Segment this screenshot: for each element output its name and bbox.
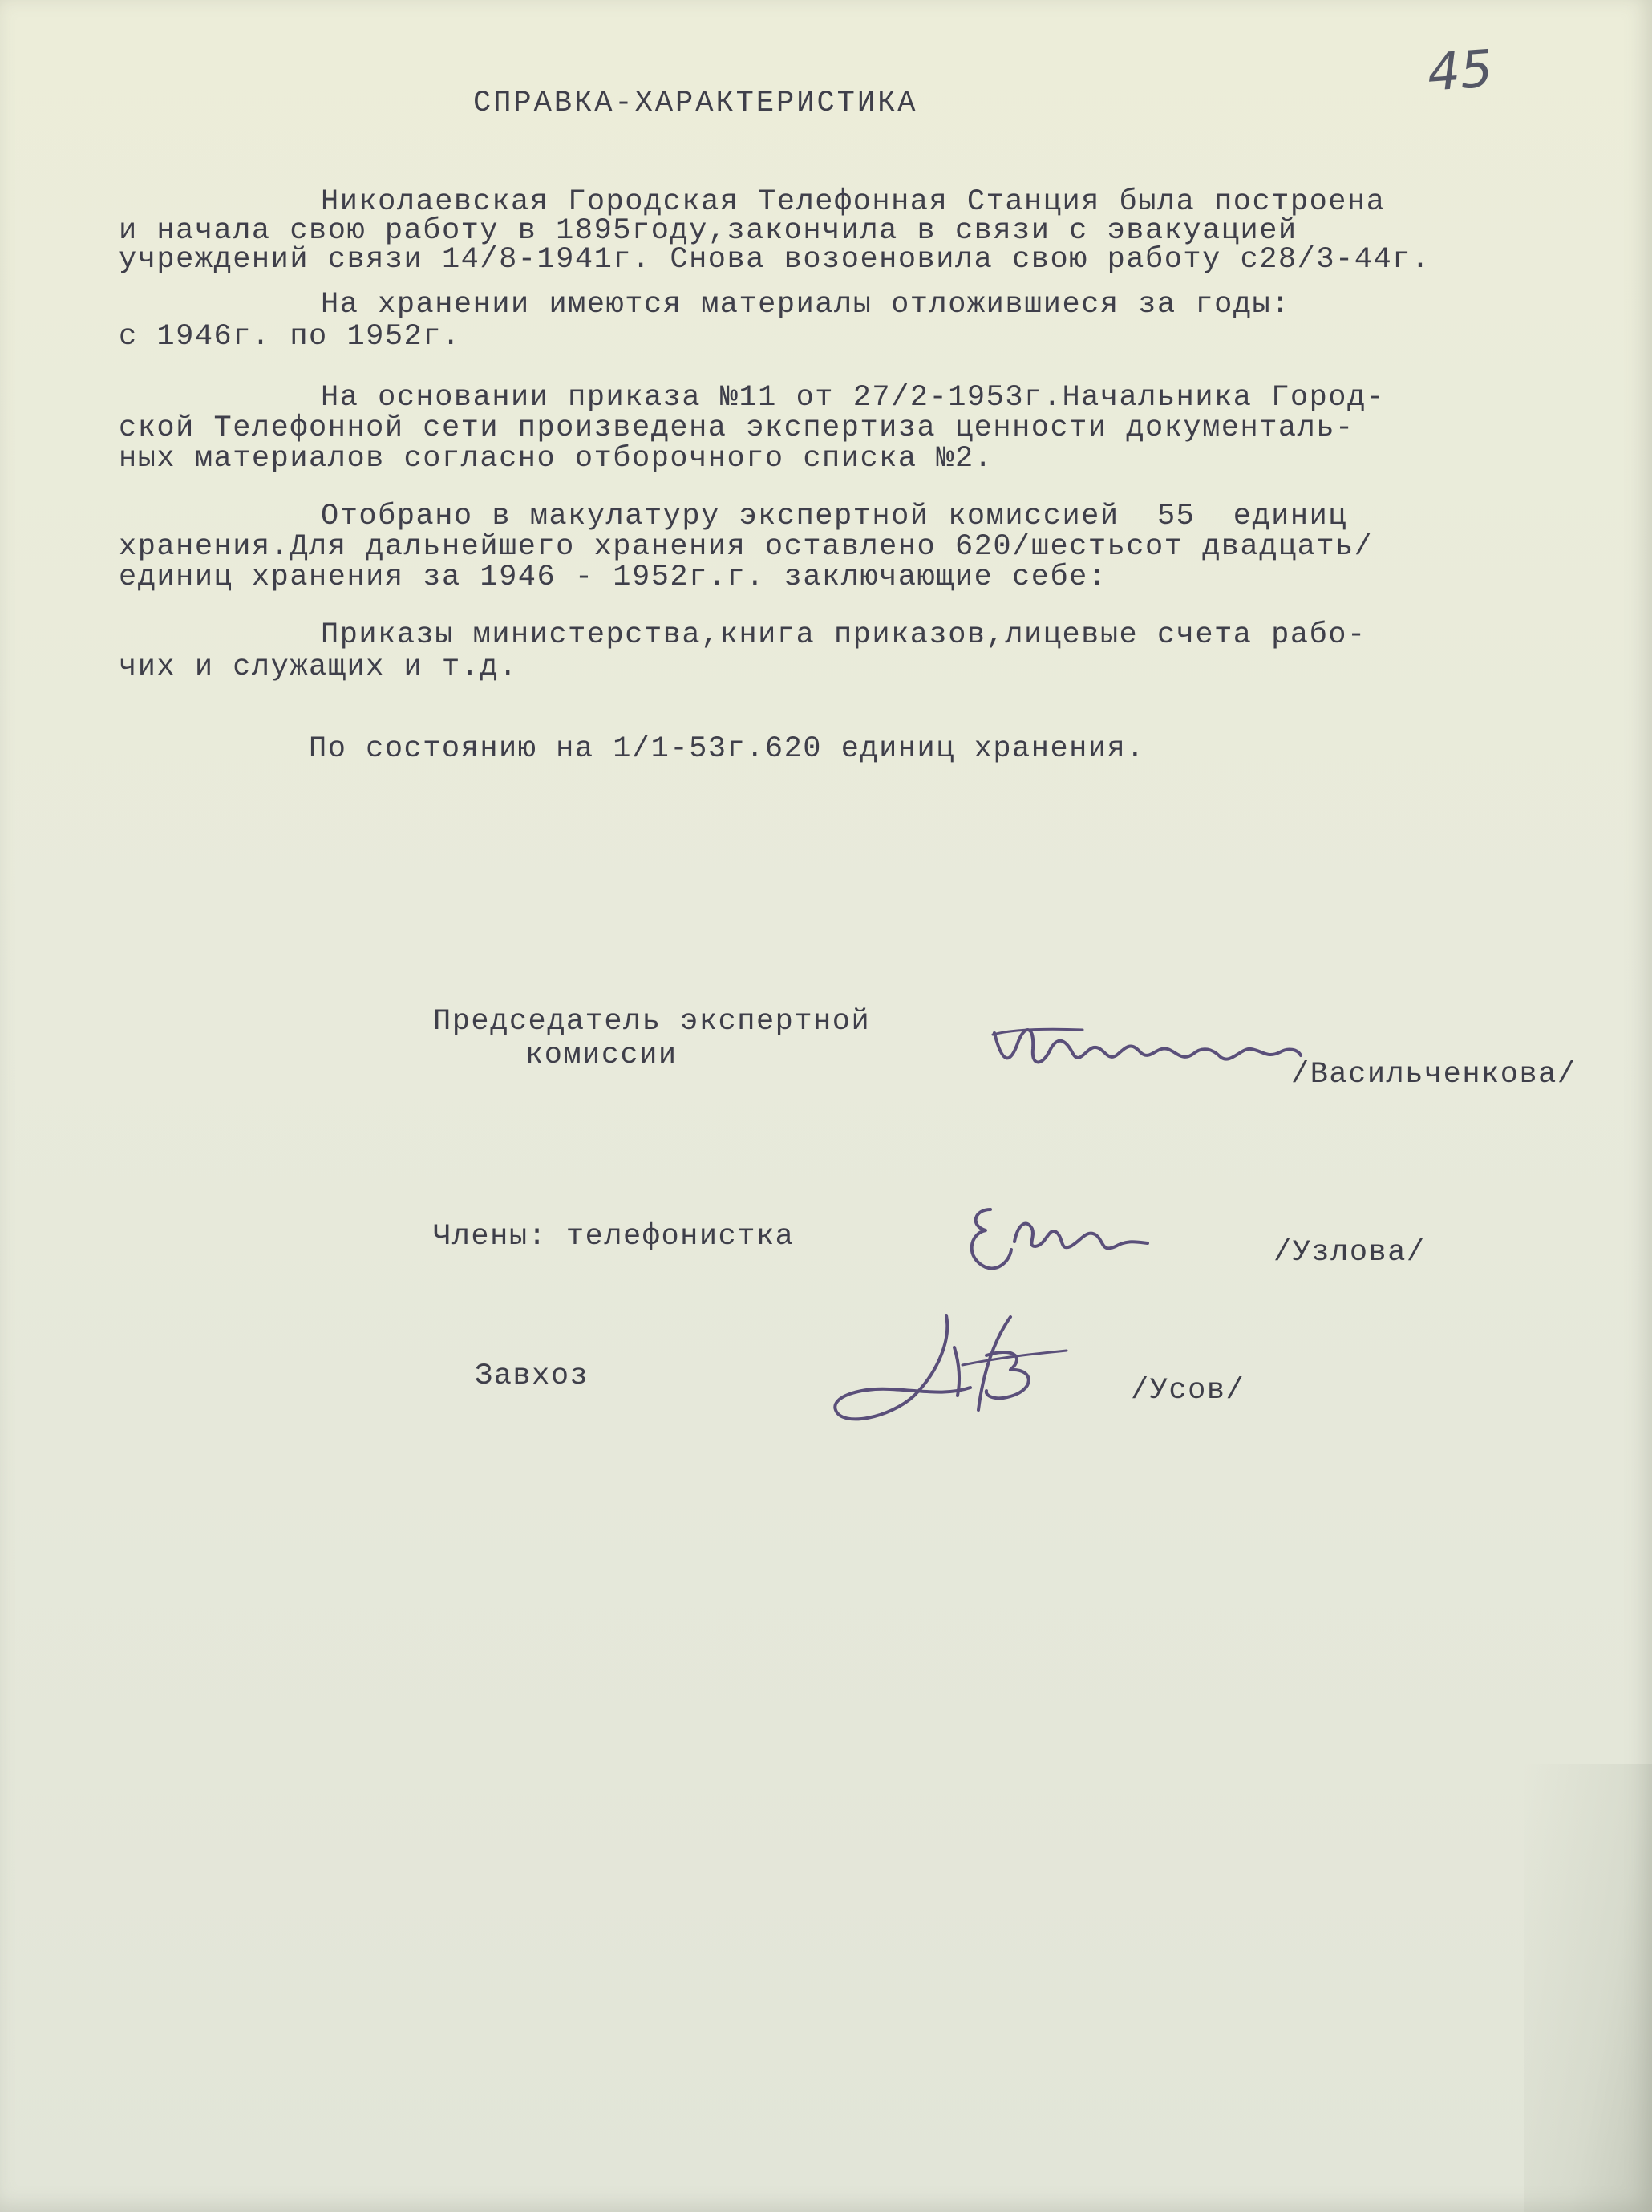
body-line: Отобрано в макулатуру экспертной комиссией 55 единиц	[321, 500, 1347, 533]
member-title: Члены: телефонистка	[433, 1220, 795, 1254]
body-line: ных материалов согласно отборочного списка №2.	[119, 442, 994, 476]
body-line: и начала свою работу в 1895году,закончила в связи с эвакуацией	[119, 214, 1298, 248]
page-number: 45	[1425, 39, 1495, 103]
body-line: Приказы министерства,книга приказов,лицевые счета рабо-	[321, 618, 1367, 652]
member-signature	[958, 1193, 1167, 1282]
body-line: Николаевская Городская Телефонная Станция была построена	[321, 185, 1386, 219]
chair-name: /Васильченкова/	[1291, 1058, 1577, 1092]
body-line: учреждений связи 14/8-1941г. Снова возоеновила свою работу с28/3-44г.	[119, 243, 1431, 277]
supply-name: /Усов/	[1131, 1374, 1245, 1408]
body-line: хранения.Для дальнейшего хранения оставлено 620/шестьсот двадцать/	[119, 530, 1374, 564]
body-line: ской Телефонной сети произведена экспертиза ценности документаль-	[119, 411, 1354, 445]
supply-title: Завхоз	[475, 1359, 589, 1393]
document-title: СПРАВКА-ХАРАКТЕРИСТИКА	[473, 87, 918, 120]
body-line: с 1946г. по 1952г.	[119, 320, 461, 354]
chair-signature	[986, 1017, 1307, 1081]
chair-title: комиссии	[525, 1039, 678, 1072]
body-line: единиц хранения за 1946 - 1952г.г. заключающие себе:	[119, 561, 1107, 594]
body-line: На основании приказа №11 от 27/2-1953г.Начальника Город-	[321, 381, 1386, 415]
body-line: На хранении имеются материалы отложившиеся за годы:	[321, 288, 1290, 322]
paper-fold-shadow	[1524, 1764, 1652, 2212]
chair-title: Председатель экспертной	[433, 1005, 871, 1039]
body-line: чих и служащих и т.д.	[119, 650, 518, 684]
body-line: По состоянию на 1/1-53г.620 единиц хранения.	[309, 732, 1145, 766]
supply-signature	[826, 1307, 1083, 1428]
member-name: /Узлова/	[1273, 1236, 1426, 1270]
